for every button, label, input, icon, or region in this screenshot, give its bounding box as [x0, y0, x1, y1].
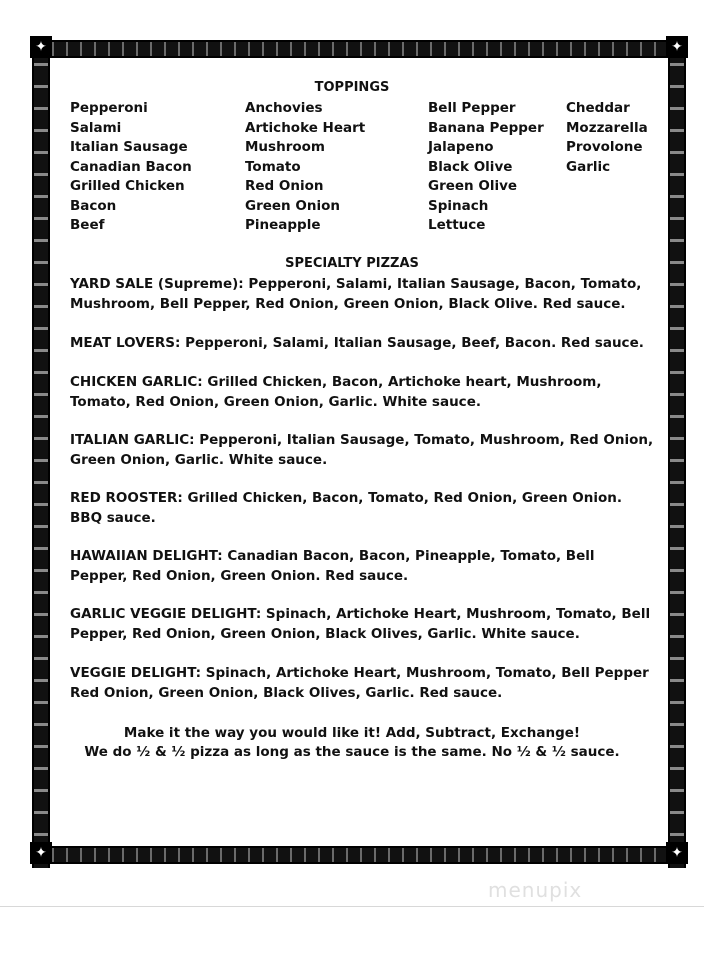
page-edge-line [0, 906, 704, 907]
pizza-description-line: BBQ sauce. [70, 509, 156, 526]
pizza-description-line: Tomato, Red Onion, Green Onion, Garlic. White sauce. [70, 393, 481, 410]
topping-item: Jalapeno [428, 139, 494, 155]
frame-top-border [32, 40, 682, 58]
pizza-description-line: Red Onion, Green Onion, Black Olives, Garlic. Red sauce. [70, 684, 503, 701]
frame-bottom-border [32, 846, 682, 864]
pizza-description-line: VEGGIE DELIGHT: Spinach, Artichoke Heart, Mushroom, Tomato, Bell Pepper [70, 665, 649, 681]
corner-ornament-icon: ✦ [666, 842, 688, 864]
pizza-description-line: ITALIAN GARLIC: Pepperoni, Italian Sausage, Tomato, Mushroom, Red Onion, [70, 432, 654, 448]
topping-item: Black Olive [428, 158, 513, 175]
pizza-description-line: Mushroom, Bell Pepper, Red Onion, Green Onion, Black Olive. Red sauce. [70, 295, 626, 312]
pizza-description-line: Pepper, Red Onion, Green Onion, Black Olives, Garlic. White sauce. [70, 625, 580, 642]
corner-ornament-icon: ✦ [30, 842, 52, 864]
toppings-title: TOPPINGS [314, 80, 390, 95]
topping-item: Garlic [566, 158, 611, 175]
topping-item: Pepperoni [70, 100, 148, 116]
topping-item: Tomato [245, 158, 301, 175]
corner-ornament-icon: ✦ [666, 36, 688, 58]
topping-item: Bacon [70, 197, 117, 214]
pizza-description-line: CHICKEN GARLIC: Grilled Chicken, Bacon, Artichoke heart, Mushroom, [70, 374, 602, 390]
topping-item: Provolone [566, 139, 643, 155]
topping-item: Banana Pepper [428, 119, 544, 136]
pizza-description-line: GARLIC VEGGIE DELIGHT: Spinach, Artichoke Heart, Mushroom, Tomato, Bell [70, 606, 651, 622]
specialty-pizza [70, 489, 660, 528]
topping-item: Canadian Bacon [70, 158, 192, 175]
specialty-title: SPECIALTY PIZZAS [285, 256, 419, 271]
pizza-description-line: HAWAIIAN DELIGHT: Canadian Bacon, Bacon, Pineapple, Tomato, Bell [70, 548, 595, 564]
topping-item: Italian Sausage [70, 139, 188, 155]
specialty-pizza [70, 605, 660, 644]
pizza-description-line: RED ROOSTER: Grilled Chicken, Bacon, Tomato, Red Onion, Green Onion. [70, 490, 622, 506]
topping-item: Artichoke Heart [245, 119, 366, 136]
topping-item: Spinach [428, 197, 489, 214]
specialty-pizza [70, 547, 660, 586]
pizza-description-line: Green Onion, Garlic. White sauce. [70, 451, 328, 468]
topping-item: Green Onion [245, 197, 340, 214]
specialty-pizza [70, 334, 660, 354]
closing-line-2: We do ½ & ½ pizza as long as the sauce is the same. No ½ & ½ sauce. [84, 744, 620, 760]
topping-item: Mushroom [245, 139, 325, 155]
specialty-pizza [70, 431, 660, 470]
topping-item: Green Olive [428, 178, 518, 194]
topping-item: Lettuce [428, 217, 486, 233]
specialty-pizza [70, 275, 660, 314]
specialty-pizza [70, 664, 660, 703]
topping-item: Mozzarella [566, 119, 648, 136]
pizza-description-line: Pepper, Red Onion, Green Onion. Red sauce. [70, 567, 409, 584]
closing-note [0, 724, 704, 762]
watermark: menupix [488, 878, 583, 902]
topping-item: Bell Pepper [428, 100, 516, 116]
topping-item: Grilled Chicken [70, 178, 185, 194]
specialty-pizza [70, 373, 660, 412]
topping-item: Cheddar [566, 100, 630, 116]
topping-item: Salami [70, 119, 122, 136]
topping-item: Pineapple [245, 217, 321, 233]
topping-item: Beef [70, 217, 105, 233]
pizza-description-line: MEAT LOVERS: Pepperoni, Salami, Italian Sausage, Beef, Bacon. Red sauce. [70, 335, 644, 351]
topping-item: Anchovies [245, 100, 323, 116]
closing-line-1: Make it the way you would like it! Add, Subtract, Exchange! [123, 725, 581, 741]
pizza-description-line: YARD SALE (Supreme): Pepperoni, Salami, Italian Sausage, Bacon, Tomato, [70, 276, 642, 292]
corner-ornament-icon: ✦ [30, 36, 52, 58]
topping-item: Red Onion [245, 178, 324, 194]
